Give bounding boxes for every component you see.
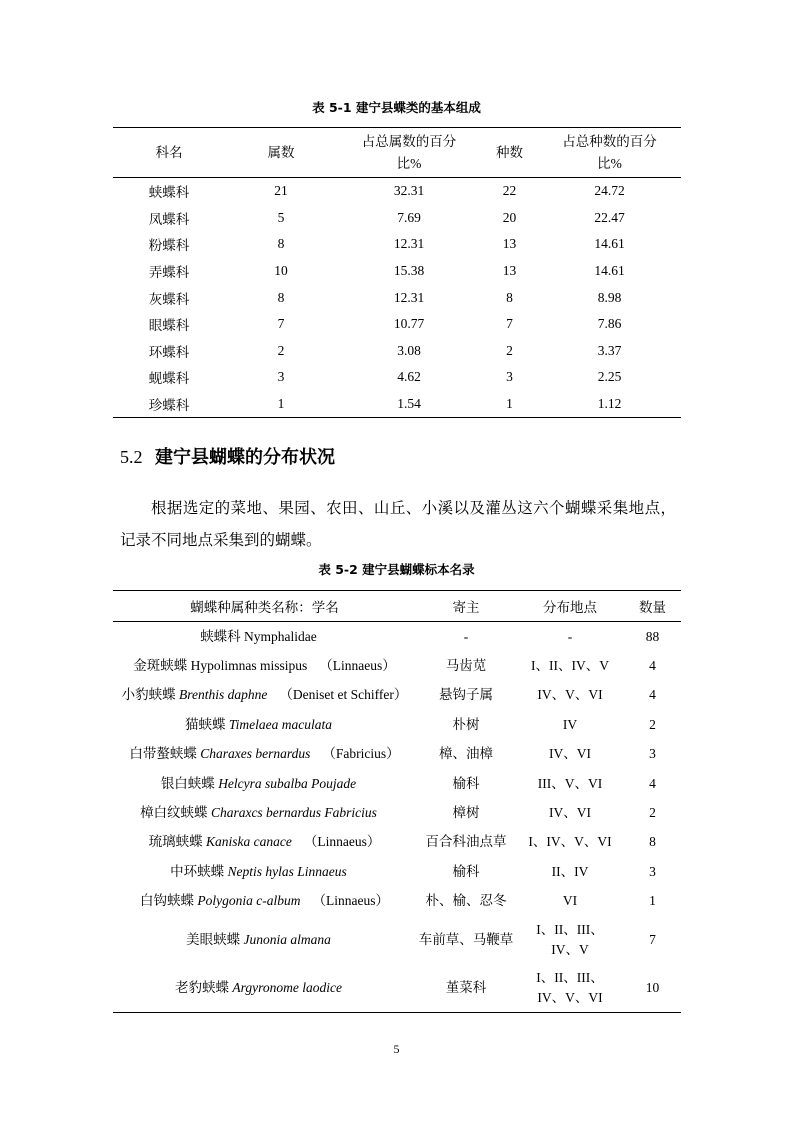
cell-family-name: 蚬蝶科	[148, 371, 190, 387]
table-row	[113, 622, 681, 652]
cell-species-count: 1	[506, 396, 513, 412]
cell-genus-count: 1	[277, 396, 285, 412]
cell-location	[516, 710, 624, 739]
cell-count: 3	[649, 746, 656, 762]
cell-species-count: 13	[502, 236, 517, 252]
cell-count: 1	[649, 893, 656, 909]
cell-genus-percent: 3.08	[397, 342, 421, 358]
cell-species-percent: 22.47	[594, 209, 625, 225]
cell-species-percent: 1.12	[597, 396, 622, 412]
cell-genus-percent: 12.31	[393, 289, 425, 305]
cell-host: 朴树	[452, 716, 480, 732]
table1-body	[113, 178, 681, 418]
body-paragraph: 根据选定的菜地、果园、农田、山丘、小溪以及灌丛这六个蝴蝶采集地点，记录不同地点采集到的蝴蝶。	[120, 499, 676, 549]
cell-genus-percent: 10.77	[393, 316, 425, 332]
table-row	[113, 231, 681, 258]
table-row	[113, 710, 681, 739]
cell-genus-count: 2	[277, 342, 285, 358]
cell-location	[516, 622, 624, 652]
table-row	[113, 828, 681, 857]
species-chinese-name: 美眼蛱蝶	[186, 931, 244, 947]
cell-location	[516, 740, 624, 769]
cell-genus-count: 8	[277, 236, 285, 252]
cell-family-name: 灰蝶科	[148, 291, 190, 307]
species-scientific-name: Argyronome laodice	[232, 979, 342, 995]
header-species-percent: 占总种数的百分比%	[538, 128, 681, 178]
cell-genus-percent: 7.69	[397, 209, 421, 225]
species-chinese-name: 中环蛱蝶	[170, 863, 228, 879]
species-scientific-name: Brenthis daphne	[179, 687, 268, 703]
table-row	[113, 681, 681, 710]
cell-species-percent: 7.86	[597, 316, 622, 332]
cell-count: 2	[649, 716, 656, 732]
cell-species-percent: 14.61	[594, 236, 625, 252]
location-text: I、II、III、IV、V、VI	[536, 969, 604, 1005]
cell-location	[516, 964, 624, 1013]
cell-species-name	[113, 681, 416, 710]
location-text: VI	[562, 893, 578, 909]
cell-genus-percent: 15.38	[393, 263, 425, 279]
cell-species-name	[113, 857, 416, 886]
cell-species-name	[113, 887, 416, 916]
species-chinese-name: 老豹蛱蝶	[175, 979, 233, 995]
cell-species-count: 2	[506, 342, 513, 358]
cell-species-count: 22	[502, 183, 517, 199]
species-chinese-name: 白钩蛱蝶	[140, 893, 198, 909]
cell-count: 4	[649, 775, 656, 791]
table-row	[113, 651, 681, 680]
location-text: I、IV、V、VI	[528, 834, 612, 850]
cell-count: 8	[649, 834, 656, 850]
cell-genus-percent: 32.31	[393, 183, 425, 199]
table-header-row	[113, 591, 681, 622]
cell-host: 樟树	[452, 805, 480, 821]
location-text: IV	[562, 716, 578, 732]
cell-count: 88	[645, 628, 660, 644]
cell-host: 榆科	[452, 863, 480, 879]
species-chinese-name: 琉璃蛱蝶	[148, 834, 206, 850]
cell-location	[516, 887, 624, 916]
header-genus-percent: 占总属数的百分比%	[337, 128, 481, 178]
species-scientific-name: Kaniska canace	[206, 834, 292, 850]
cell-location	[516, 681, 624, 710]
header-family: 科名	[113, 128, 225, 178]
species-chinese-name: 蛱蝶科 Nymphalidae	[200, 628, 317, 644]
table2-caption: 表 5-2 建宁县蝴蝶标本名录	[318, 562, 475, 577]
cell-species-percent: 3.37	[597, 342, 622, 358]
location-text: I、II、IV、V	[531, 658, 609, 674]
cell-family-name: 眼蝶科	[148, 318, 190, 334]
table-row	[113, 798, 681, 827]
cell-species-count: 3	[506, 369, 513, 385]
family-composition-table	[113, 127, 681, 418]
table-row	[113, 364, 681, 391]
table2-body	[113, 622, 681, 1013]
location-text: IV、VI	[549, 746, 591, 762]
cell-host: -	[463, 628, 469, 644]
cell-genus-count: 8	[277, 289, 285, 305]
section-heading	[120, 443, 335, 469]
species-author: （Linnaeus）	[319, 658, 396, 674]
table-row	[113, 887, 681, 916]
cell-species-count: 20	[502, 209, 517, 225]
cell-genus-count: 10	[274, 263, 288, 279]
table-row	[113, 258, 681, 285]
location-text: III、V、VI	[537, 775, 603, 791]
specimen-list-table	[113, 590, 681, 1013]
cell-species-name	[113, 769, 416, 798]
species-chinese-name: 白带螯蛱蝶	[129, 746, 201, 762]
species-scientific-name: Neptis hylas Linnaeus	[227, 863, 347, 879]
species-author: （Linnaeus）	[303, 834, 381, 850]
location-text: IV、V、VI	[537, 687, 603, 703]
cell-species-name	[113, 740, 416, 769]
location-text: -	[567, 628, 573, 644]
cell-species-name	[113, 798, 416, 827]
table-row	[113, 338, 681, 365]
cell-host: 悬钩子属	[439, 687, 493, 703]
cell-count: 7	[649, 931, 656, 947]
table-row	[113, 178, 681, 205]
cell-genus-count: 21	[274, 183, 288, 199]
cell-species-name	[113, 916, 416, 964]
table-row	[113, 964, 681, 1013]
cell-species-count: 8	[506, 289, 513, 305]
cell-host: 樟、油樟	[439, 746, 493, 762]
cell-location	[516, 857, 624, 886]
table-row	[113, 284, 681, 311]
header-location: 分布地点	[516, 591, 624, 622]
species-author: （Linnaeus）	[312, 893, 389, 909]
species-chinese-name: 猫蛱蝶	[185, 716, 229, 732]
cell-species-name	[113, 651, 416, 680]
cell-count: 10	[645, 979, 660, 995]
cell-species-count: 13	[502, 263, 517, 279]
species-scientific-name: Polygonia c-album	[197, 893, 301, 909]
table-row	[113, 311, 681, 338]
cell-species-percent: 8.98	[597, 289, 622, 305]
cell-location	[516, 651, 624, 680]
cell-count: 2	[649, 805, 656, 821]
cell-location	[516, 798, 624, 827]
cell-genus-percent: 1.54	[397, 396, 421, 412]
species-chinese-name: 小豹蛱蝶	[121, 687, 180, 703]
table-row	[113, 857, 681, 886]
species-chinese-name: 银白蛱蝶	[160, 775, 219, 791]
header-genus-count: 属数	[225, 128, 337, 178]
cell-location	[516, 769, 624, 798]
species-scientific-name: Helcyra subalba Poujade	[218, 775, 357, 791]
cell-host: 朴、榆、忍冬	[425, 893, 507, 909]
header-host: 寄主	[416, 591, 516, 622]
species-scientific-name: Charaxes bernardus	[200, 746, 311, 762]
cell-species-name	[113, 622, 416, 652]
cell-count: 4	[649, 687, 656, 703]
section-title: 建宁县蝴蝶的分布状况	[155, 447, 336, 468]
cell-count: 4	[649, 658, 656, 674]
table-header-row	[113, 128, 681, 178]
table-row	[113, 916, 681, 964]
species-chinese-name: 樟白纹蛱蝶	[140, 805, 211, 821]
species-scientific-name: Charaxcs bernardus Fabricius	[210, 805, 377, 821]
cell-species-count: 7	[506, 316, 513, 332]
table-row	[113, 769, 681, 798]
location-text: I、II、III、IV、V	[536, 921, 604, 957]
table1-caption: 表 5-1 建宁县蝶类的基本组成	[312, 100, 481, 115]
cell-family-name: 环蝶科	[148, 344, 190, 360]
location-text: IV、VI	[549, 805, 591, 821]
location-text: II、IV	[551, 863, 589, 879]
header-count: 数量	[624, 591, 681, 622]
cell-host: 堇菜科	[445, 979, 487, 995]
cell-count: 3	[649, 863, 656, 879]
cell-genus-count: 3	[277, 369, 285, 385]
species-author: （Fabricius）	[322, 746, 400, 762]
cell-location	[516, 916, 624, 964]
header-species-count: 种数	[481, 128, 538, 178]
species-author: （Deniset et Schiffer）	[279, 687, 408, 703]
cell-genus-percent: 4.62	[397, 369, 421, 385]
page-number: 5	[393, 1042, 400, 1056]
table-row	[113, 740, 681, 769]
cell-family-name: 弄蝶科	[148, 265, 190, 281]
cell-genus-count: 5	[277, 209, 285, 225]
cell-genus-count: 7	[277, 316, 285, 332]
cell-family-name: 粉蝶科	[148, 238, 190, 254]
cell-species-name	[113, 710, 416, 739]
cell-host: 车前草、马鞭草	[418, 931, 514, 947]
cell-genus-percent: 12.31	[393, 236, 425, 252]
cell-location	[516, 828, 624, 857]
cell-species-percent: 14.61	[594, 263, 625, 279]
species-chinese-name: 金斑蛱蝶 Hypolimnas missipus	[133, 658, 308, 674]
table-row	[113, 205, 681, 232]
cell-species-percent: 24.72	[594, 183, 625, 199]
cell-family-name: 珍蝶科	[148, 398, 190, 414]
cell-species-name	[113, 964, 416, 1013]
cell-species-name	[113, 828, 416, 857]
cell-species-percent: 2.25	[597, 369, 622, 385]
cell-host: 马齿苋	[445, 658, 487, 674]
header-species-name: 蝴蝶种属种类名称：学名	[113, 591, 416, 622]
table-row	[113, 391, 681, 418]
cell-family-name: 蛱蝶科	[148, 185, 190, 201]
cell-host: 百合科油点草	[425, 834, 507, 850]
species-scientific-name: Junonia almana	[243, 931, 331, 947]
cell-family-name: 凤蝶科	[148, 211, 190, 227]
species-scientific-name: Timelaea maculata	[228, 716, 332, 732]
section-number: 5.2	[120, 447, 143, 467]
cell-host: 榆科	[452, 775, 480, 791]
